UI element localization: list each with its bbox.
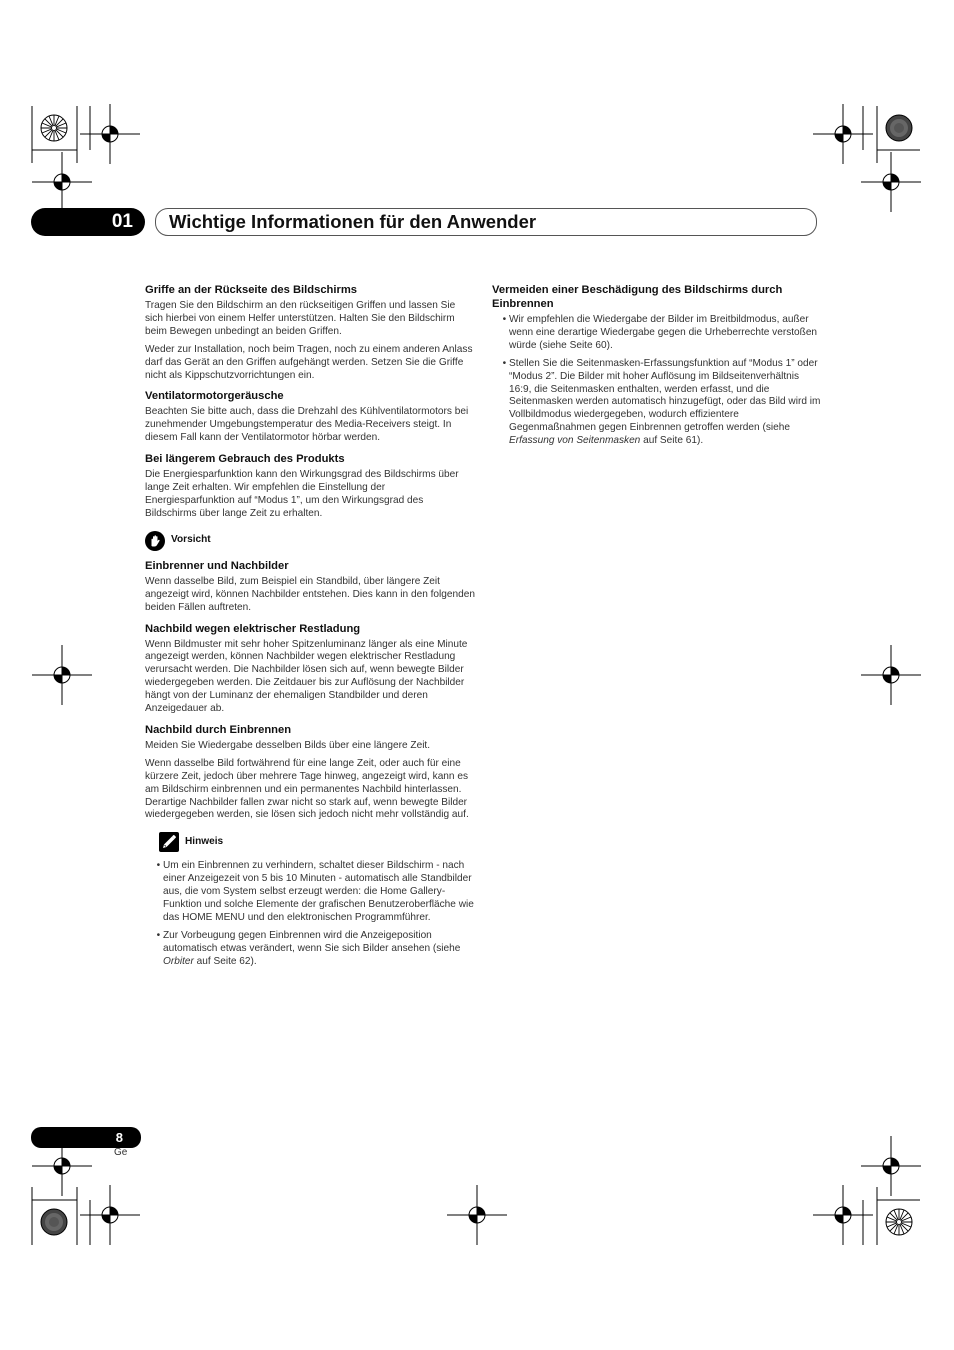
- page-number-badge: [31, 1127, 141, 1148]
- star-target-icon: [41, 115, 67, 141]
- crosshair-icon: [447, 1185, 507, 1245]
- section-heading: Ventilatormotorgeräusche: [145, 390, 284, 403]
- list-item: [163, 860, 475, 925]
- cross-reference: Orbiter: [163, 955, 194, 967]
- crosshair-icon: [80, 1185, 140, 1245]
- note-label: Hinweis: [185, 835, 224, 847]
- crosshair-icon: [32, 645, 92, 705]
- chapter-number: 01: [111, 211, 133, 232]
- right-column: [492, 283, 822, 453]
- crosshair-icon: [813, 1185, 873, 1245]
- caution-header: [145, 531, 475, 551]
- crosshair-icon: [80, 104, 140, 164]
- chapter-number-badge: [31, 208, 145, 236]
- paragraph: Tragen Sie den Bildschirm an den rückseitigen Griffen und lassen Sie sich hierbei von einem Helfer unterstützen. Halten Sie den Bildschirm beim Bewegen unbedingt an beiden Griffen.: [145, 300, 456, 337]
- list-item-text: Zur Vorbeugung gegen Einbrennen wird die Anzeigeposition automatisch etwas verändert, wenn Sie sich Bilder ansehen (siehe: [163, 929, 461, 954]
- paragraph: Beachten Sie bitte auch, dass die Drehzahl des Kühlventilatormotors bei zunehmender Umgebungstemperatur des Media-Receivers steigt. In diesem Fall kann der Ventilatormotor hörbar werden.: [145, 406, 469, 444]
- list-item: [163, 930, 475, 969]
- section-residual-charge: [145, 622, 475, 716]
- crosshair-icon: [861, 152, 921, 212]
- caution-hand-icon: [145, 531, 165, 551]
- grey-target-icon: [41, 1209, 67, 1235]
- crosshair-icon: [32, 152, 92, 212]
- section-heading: Griffe an der Rückseite des Bildschirms: [145, 284, 358, 296]
- language-code: Ge: [114, 1147, 128, 1158]
- paragraph: Wenn dasselbe Bild, zum Beispiel ein Standbild, über längere Zeit angezeigt wird, können Nachbilder entstehen. Dies kann in den folgenden beiden Fällen auftreten.: [145, 575, 475, 613]
- caution-label: Vorsicht: [171, 534, 211, 546]
- chapter-header: [155, 208, 817, 236]
- paragraph: Weder zur Installation, noch beim Tragen, noch zu einem anderen Anlass darf das Gerät an den Griffen aufgehängt werden. Setzen Sie die Griffe nicht als Kippschutzvorrichtungen ein.: [145, 343, 473, 381]
- page-number: 8: [115, 1130, 123, 1145]
- list-item-text: Um ein Einbrennen zu verhindern, schaltet dieser Bildschirm - nach einer Anzeigezeit von 5 bis 10 Minuten - automatisch alle Standbilder aus, die vom System selbst erzeugt werden: die Home Gallery-Funktion und solche Elemente der grafischen Benutzeroberfläche wie das HOME MENU und den elektronischen Programmführer.: [163, 860, 474, 923]
- paragraph: Wenn Bildmuster mit sehr hoher Spitzenluminanz länger als eine Minute angezeigt werden, können Nachbilder wegen elektrischer Restladung verursacht werden. Die Nachbilder lösen sich auf, wenn bewegte Bilder wiedergegeben werden. Die Zeitdauer bis zur Auflösung der Nachbilder hängt von der Luminanz der ehemaligen Standbilder und deren Anzeigedauer ab.: [145, 638, 468, 715]
- paragraph: Die Energiesparfunktion kann den Wirkungsgrad des Bildschirms über lange Zeit erhalten. Wir empfehlen die Einstellung der Energiesparfunktion auf “Modus 1”, um den Wirkungsgrad des Bildschirms über lange Zeit zu erhalten.: [145, 469, 459, 519]
- grey-target-icon: [886, 115, 912, 141]
- paragraph: Meiden Sie Wiedergabe desselben Bilds über eine längere Zeit.: [145, 739, 431, 751]
- crosshair-icon: [861, 1136, 921, 1196]
- section-burn-in: [145, 559, 475, 615]
- section-afterimage: [145, 723, 475, 822]
- list-item-text: auf Seite 61).: [640, 435, 704, 447]
- chapter-title: Wichtige Informationen für den Anwender: [169, 211, 537, 232]
- star-target-icon: [886, 1209, 912, 1235]
- list-item-text: auf Seite 62).: [193, 955, 257, 967]
- cross-reference: Erfassung von Seitenmasken: [509, 435, 641, 447]
- section-heading: Einbrenner und Nachbilder: [145, 559, 289, 572]
- note-header: [159, 832, 475, 852]
- list-item: [509, 358, 822, 448]
- section-heading: Nachbild durch Einbrennen: [145, 723, 292, 736]
- section-heading: Vermeiden einer Beschädigung des Bildschirms durch Einbrennen: [492, 284, 783, 310]
- section-heading: Bei längerem Gebrauch des Produkts: [145, 453, 345, 466]
- paragraph: Wenn dasselbe Bild fortwährend für eine lange Zeit, oder auch für eine kürzere Zeit, jedoch über mehrere Tage hinweg, angezeigt wird, kann es am Bildschirm einbrennen und ein permanentes Nachbild hinterlassen. Derartige Nachbilder fallen zwar nicht so stark auf, wenn bewegte Bilder wiedergegeben werden, sie lösen sich jedoch nicht mehr vollständig auf.: [145, 757, 469, 821]
- section-fan-noise: [145, 389, 475, 445]
- bullet-list: [492, 314, 822, 448]
- note-list: [146, 860, 475, 968]
- section-heading: Nachbild wegen elektrischer Restladung: [145, 622, 361, 635]
- list-item: [509, 314, 822, 353]
- section-handles: [145, 283, 475, 382]
- list-item-text: Wir empfehlen die Wiedergabe der Bilder im Breitbildmodus, außer wenn eine derartige Wiedergabe gegen die Urheberrechte verstoßen würde (siehe Seite 60).: [509, 314, 818, 351]
- section-long-use: [145, 452, 475, 521]
- left-column: [145, 283, 475, 974]
- list-item-text: Stellen Sie die Seitenmasken-Erfassungsfunktion auf “Modus 1” oder “Modus 2”. Die Bilder mit hoher Auflösung im Bildseitenverhältnis 16:9, die Seitenmasken enthalten, werden erfasst, und die Seitenmasken werden automatisch hinzugefügt, oder das Bild wird im Vollbildmodus wiedergegeben, wodurch effizientere Gegenmaßnahmen gegen Einbrennen getroffen werden (siehe: [509, 357, 821, 434]
- crosshair-icon: [861, 645, 921, 705]
- note-pencil-icon: [159, 832, 179, 852]
- crosshair-icon: [813, 104, 873, 164]
